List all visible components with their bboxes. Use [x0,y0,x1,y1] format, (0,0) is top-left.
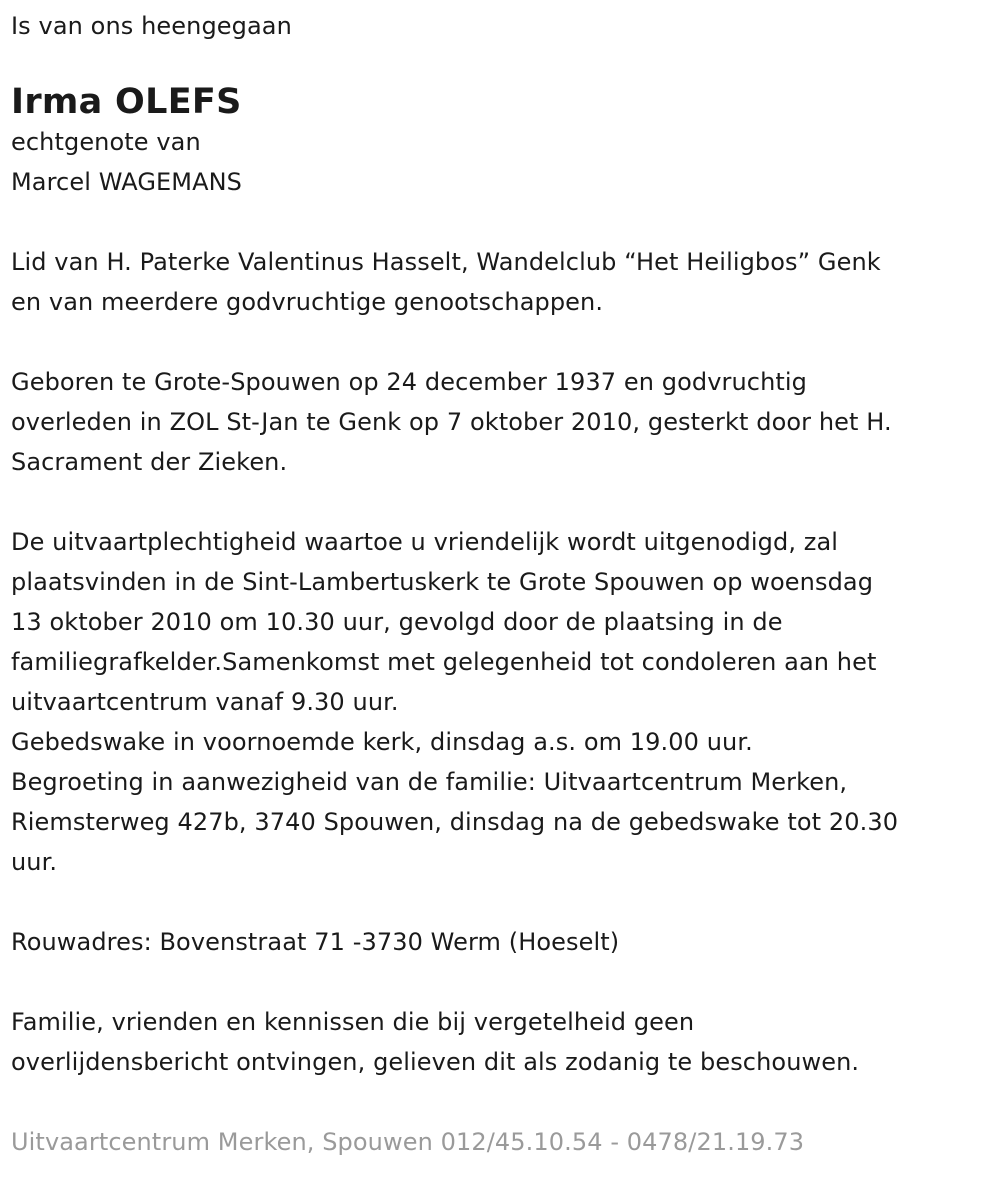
spacer [11,482,980,522]
notice-line: Familie, vrienden en kennissen die bij vergetelheid geen [11,1008,695,1036]
ceremony-line: familiegrafkelder.Samenkomst met gelegenheid tot condoleren aan het [11,648,877,676]
spacer [11,202,980,242]
membership-line: en van meerdere godvruchtige genootschappen. [11,288,604,316]
mourning-address: Rouwadres: Bovenstraat 71 -3730 Werm (Hoeselt) [11,928,620,956]
ceremony-line: Riemsterweg 427b, 3740 Spouwen, dinsdag na de gebedswake tot 20.30 [11,808,899,836]
membership-paragraph [11,242,980,322]
spouse-prefix: echtgenote van [11,128,201,156]
spouse-block [11,122,980,202]
ceremony-line: Begroeting in aanwezigheid van de familie: Uitvaartcentrum Merken, [11,768,848,796]
ceremony-line: De uitvaartplechtigheid waartoe u vriendelijk wordt uitgenodigd, zal [11,528,839,556]
spacer [11,962,980,1002]
ceremony-line: 13 oktober 2010 om 10.30 uur, gevolgd door de plaatsing in de [11,608,783,636]
spacer [11,322,980,362]
spacer [11,882,980,922]
ceremony-line: Gebedswake in voornoemde kerk, dinsdag a.s. om 19.00 uur. [11,728,753,756]
birth-death-line: overleden in ZOL St-Jan te Genk op 7 oktober 2010, gesterkt door het H. [11,408,892,436]
ceremony-line: uur. [11,848,58,876]
birth-death-line: Sacrament der Zieken. [11,448,288,476]
notice-paragraph [11,1002,980,1082]
birth-death-paragraph [11,362,980,482]
funeral-home-contact: Uitvaartcentrum Merken, Spouwen 012/45.10.54 - 0478/21.19.73 [11,1128,805,1156]
deceased-name: Irma OLEFS [11,82,242,122]
ceremony-line: plaatsvinden in de Sint-Lambertuskerk te Grote Spouwen op woensdag [11,568,874,596]
spacer [11,1082,980,1122]
ceremony-line: uitvaartcentrum vanaf 9.30 uur. [11,688,399,716]
ceremony-paragraph [11,522,980,882]
notice-line: overlijdensbericht ontvingen, gelieven dit als zodanig te beschouwen. [11,1048,860,1076]
spouse-name: Marcel WAGEMANS [11,168,242,196]
birth-death-line: Geboren te Grote-Spouwen op 24 december 1937 en godvruchtig [11,368,808,396]
membership-line: Lid van H. Paterke Valentinus Hasselt, Wandelclub “Het Heiligbos” Genk [11,248,881,276]
intro-text: Is van ons heengegaan [11,12,292,40]
